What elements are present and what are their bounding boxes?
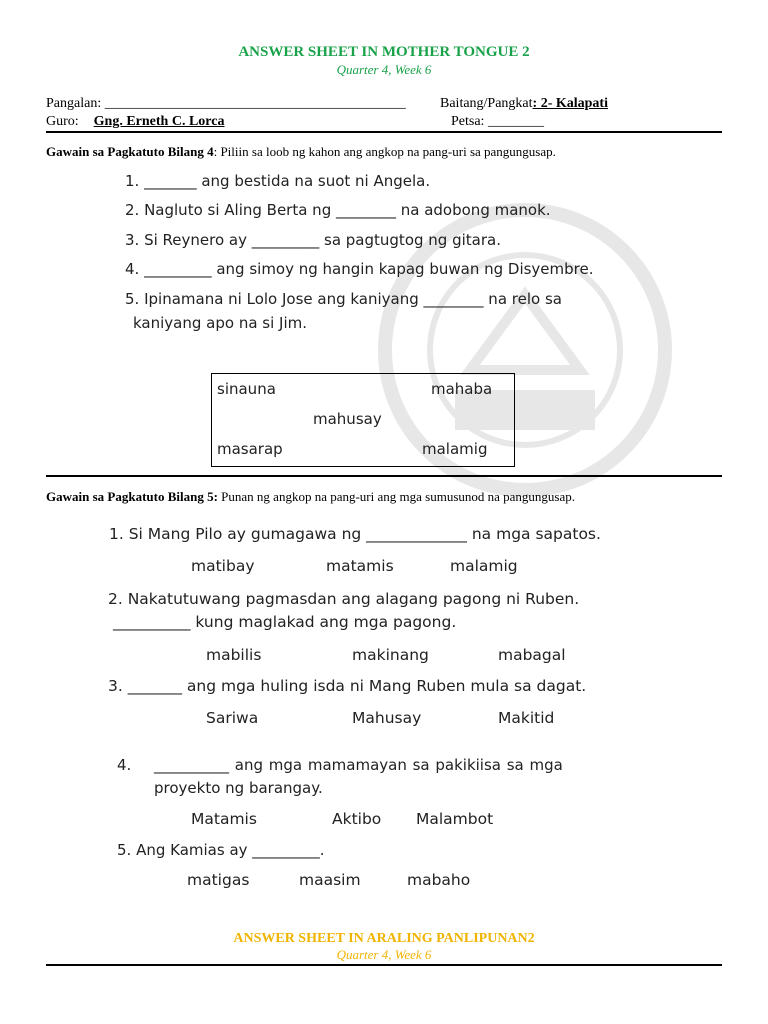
guro-label: Guro: xyxy=(46,114,79,129)
q5-choice-1: matigas xyxy=(187,871,250,889)
choice-sinauna: sinauna xyxy=(217,380,276,398)
q4-choice-3: Malambot xyxy=(416,810,494,828)
q5-choice-3: mabaho xyxy=(407,871,471,889)
guro-row xyxy=(46,114,224,130)
q4-choice-1: Matamis xyxy=(191,810,257,828)
baitang-row xyxy=(440,96,608,112)
activity4-item-5: 5. Ipinamana ni Lolo Jose ang kaniyang ________ na relo sa xyxy=(125,290,562,308)
next-sheet-subtitle: Quarter 4, Week 6 xyxy=(336,947,432,962)
activity5-heading-text: Punan ng angkop na pang-uri ang mga sumusunod na pangungusap. xyxy=(217,489,576,504)
divider-bottom xyxy=(46,964,722,966)
divider-middle xyxy=(46,475,722,477)
activity4-item-5-cont: kaniyang apo na si Jim. xyxy=(133,314,308,332)
q2-choice-1: mabilis xyxy=(206,646,262,664)
q1-text: 1. Si Mang Pilo ay gumagawa ng _____________ na mga sapatos. xyxy=(109,525,601,543)
q4-choice-2: Aktibo xyxy=(332,810,382,828)
choice-mahusay: mahusay xyxy=(313,410,382,428)
q2-text-2: __________ kung maglakad ang mga pagong. xyxy=(113,613,457,631)
activity5-heading-bold: Gawain sa Pagkatuto Bilang 5: xyxy=(46,489,218,504)
guro-value: Gng. Erneth C. Lorca xyxy=(93,114,225,129)
baitang-label: Baitang/Pangkat xyxy=(440,96,533,111)
q2-text-1: 2. Nakatutuwang pagmasdan ang alagang pagong ni Ruben. xyxy=(108,590,580,608)
pangalan-label: Pangalan: xyxy=(46,96,102,111)
choice-mahaba: mahaba xyxy=(431,380,493,398)
q4-number: 4. xyxy=(117,756,132,774)
divider-top xyxy=(46,131,722,133)
q2-choice-2: makinang xyxy=(352,646,429,664)
activity4-item-1: 1. _______ ang bestida na suot ni Angela. xyxy=(125,172,431,190)
q3-choice-3: Makitid xyxy=(498,709,555,727)
choices-box xyxy=(211,373,515,467)
next-sheet-title: ANSWER SHEET IN ARALING PANLIPUNAN2 xyxy=(233,931,535,946)
petsa-line[interactable]: ________ xyxy=(487,114,544,129)
choice-malamig: malamig xyxy=(422,440,488,458)
petsa-row xyxy=(451,114,544,130)
activity4-heading-bold: Gawain sa Pagkatuto Bilang 4 xyxy=(46,144,214,159)
choice-masarap: masarap xyxy=(217,440,283,458)
q3-choice-1: Sariwa xyxy=(206,709,259,727)
q4-text-2: proyekto ng barangay. xyxy=(154,779,323,797)
q2-choice-3: mabagal xyxy=(498,646,566,664)
activity4-item-2: 2. Nagluto si Aling Berta ng ________ na adobong manok. xyxy=(125,201,551,219)
activity4-heading xyxy=(46,144,556,160)
activity4-heading-text: : Piliin sa loob ng kahon ang angkop na pang-uri sa pangungusap. xyxy=(213,144,556,159)
petsa-label: Petsa: xyxy=(451,114,485,129)
q1-choice-1: matibay xyxy=(191,557,255,575)
q4-text-1: __________ ang mga mamamayan sa pakikiisa sa mga xyxy=(154,756,563,774)
activity4-item-3: 3. Si Reynero ay _________ sa pagtugtog ng gitara. xyxy=(125,231,501,249)
activity4-item-4: 4. _________ ang simoy ng hangin kapag buwan ng Disyembre. xyxy=(125,260,594,278)
q3-text: 3. _______ ang mga huling isda ni Mang Ruben mula sa dagat. xyxy=(108,677,587,695)
q3-choice-2: Mahusay xyxy=(352,709,422,727)
q5-choice-2: maasim xyxy=(299,871,361,889)
pangalan-line[interactable]: ___________________________________________ xyxy=(104,96,406,111)
q1-choice-2: matamis xyxy=(326,557,394,575)
q5-text: 5. Ang Kamias ay _________. xyxy=(117,841,325,859)
baitang-value: : 2- Kalapati xyxy=(532,96,608,111)
activity5-heading xyxy=(46,489,575,505)
pangalan-row xyxy=(46,96,406,112)
sheet-title: ANSWER SHEET IN MOTHER TONGUE 2 xyxy=(238,44,530,60)
q1-choice-3: malamig xyxy=(450,557,518,575)
sheet-subtitle: Quarter 4, Week 6 xyxy=(336,62,432,77)
